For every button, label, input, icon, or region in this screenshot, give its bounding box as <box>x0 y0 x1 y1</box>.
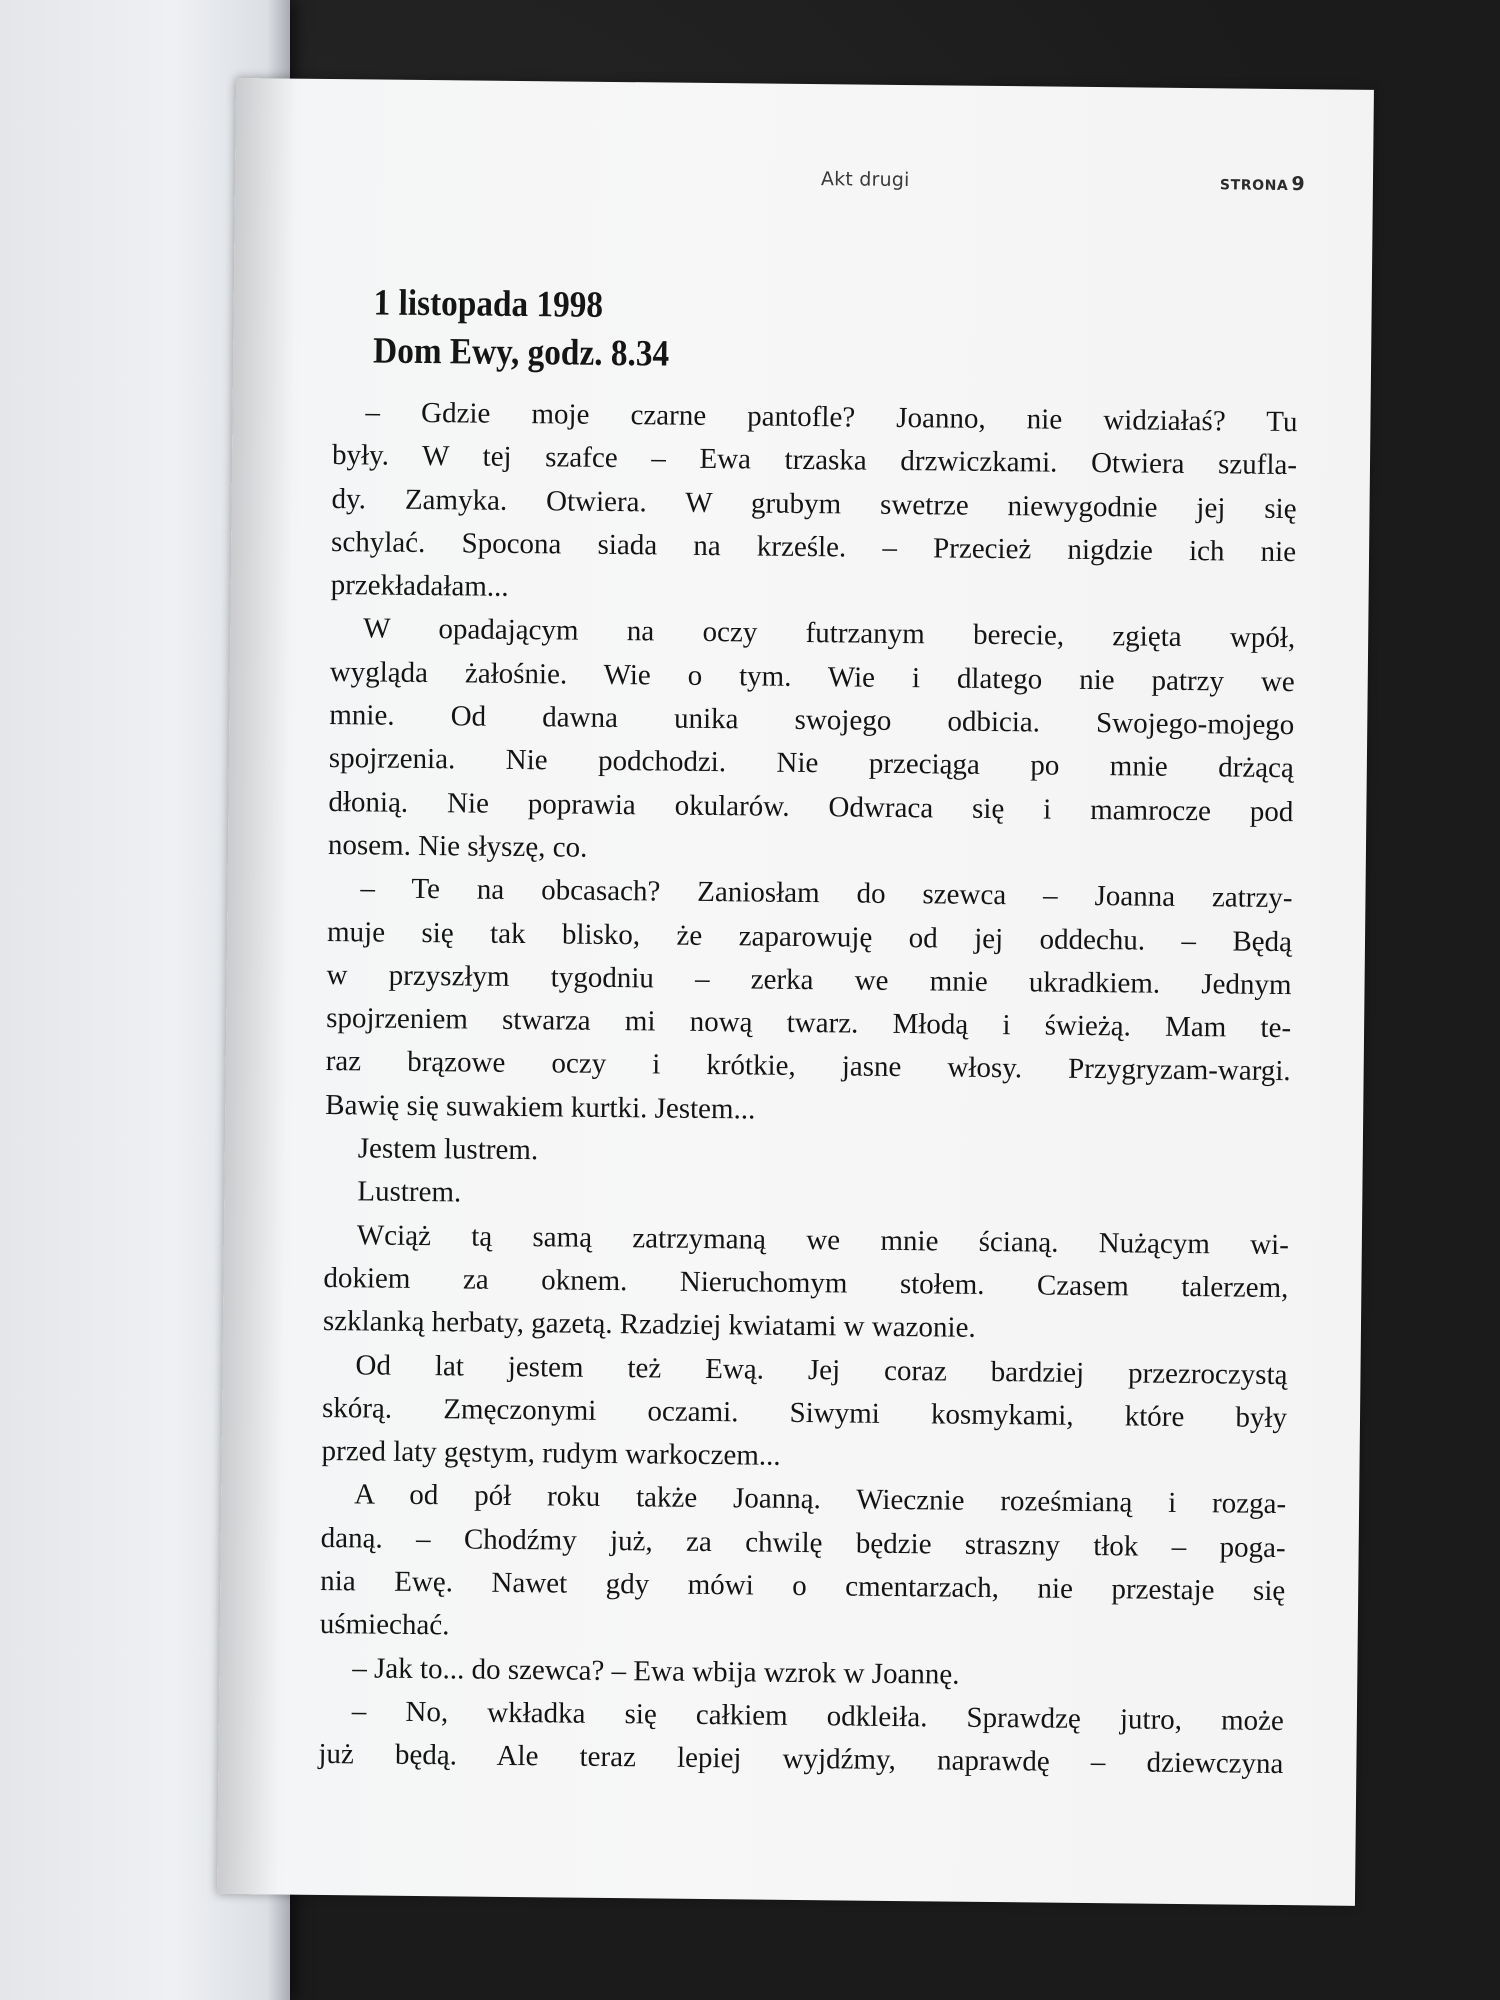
text-line: daną. – Chodźmy już, za chwilę będzie straszny tłok – poga- <box>320 1521 1286 1564</box>
running-head <box>235 162 1373 204</box>
text-line: szklanką herbaty, gazetą. Rzadziej kwiatami w wazonie. <box>322 1305 976 1345</box>
text-line: spojrzenia. Nie podchodzi. Nie przeciąga po mnie drżącą <box>328 742 1294 785</box>
text-line: spojrzeniem stwarza mi nową twarz. Młodą i świeżą. Mam te- <box>325 1002 1292 1045</box>
text-line: skórą. Zmęczonymi oczami. Siwymi kosmykami, które były <box>321 1391 1288 1434</box>
text-line: Od lat jestem też Ewą. Jej coraz bardziej przezroczystą <box>355 1348 1288 1391</box>
text-line: w przyszłym tygodniu – zerka we mnie ukradkiem. Jednym <box>326 958 1292 1001</box>
text-line: schylać. Spocona siada na krześle. – Przecież nigdzie ich nie <box>330 525 1297 569</box>
text-line: A od pół roku także Joanną. Wiecznie roześmianą i rozga- <box>354 1478 1287 1521</box>
text-line: dokiem za oknem. Nieruchomym stołem. Czasem talerzem, <box>323 1261 1289 1305</box>
text-line: – Gdzie moje czarne pantofle? Joanno, nie widziałaś? Tu <box>365 396 1298 439</box>
text-line: nia Ewę. Nawet gdy mówi o cmentarzach, nie przestaje się <box>320 1564 1286 1608</box>
text-line: – Te na obcasach? Zaniosłam do szewca – Joanna zatrzy- <box>360 872 1293 915</box>
text-line: – Jak to... do szewca? – Ewa wbija wzrok w Joannę. <box>352 1651 960 1691</box>
body-text <box>318 391 1297 1787</box>
section-title: Akt drugi <box>820 168 910 192</box>
text-line: Bawię się suwakiem kurtki. Jestem... <box>325 1088 756 1126</box>
text-line: były. W tej szafce – Ewa trzaska drzwiczkami. Otwiera szufla- <box>331 439 1298 482</box>
text-line: – No, wkładka się całkiem odkleiła. Sprawdzę jutro, może <box>351 1695 1285 1737</box>
page-label: STRONA <box>1219 177 1289 195</box>
text-line: Wciąż tą samą zatrzymaną we mnie ścianą. Nużącym wi- <box>356 1218 1290 1261</box>
text-line: uśmiechać. <box>319 1608 450 1642</box>
book-page <box>217 78 1374 1906</box>
text-line: przed laty gęstym, rudym warkoczem... <box>321 1435 781 1472</box>
page-number-value: 9 <box>1291 173 1305 196</box>
chapter-heading <box>373 279 703 378</box>
page-number <box>1220 172 1305 195</box>
text-line: dy. Zamyka. Otwiera. W grubym swetrze niewygodnie jej się <box>331 482 1297 525</box>
text-line: dłonią. Nie poprawia okularów. Odwraca się i mamrocze pod <box>328 785 1294 828</box>
text-line: już będą. Ale teraz lepiej wyjdźmy, naprawdę – dziewczyna <box>318 1738 1284 1781</box>
text-line: raz brązowe oczy i krótkie, jasne włosy. Przygryzam-wargi. <box>325 1045 1291 1088</box>
text-line: Jestem lustrem. <box>357 1132 539 1167</box>
heading-place-time: Dom Ewy, godz. 8.34 <box>372 330 670 375</box>
text-line: W opadającym na oczy futrzanym berecie, zgięta wpół, <box>363 612 1296 655</box>
text-line: Lustrem. <box>357 1175 462 1209</box>
text-line: nosem. Nie słyszę, co. <box>327 828 588 864</box>
text-line: przekładałam... <box>330 569 509 604</box>
heading-date: 1 listopada 1998 <box>373 282 604 326</box>
text-line: muje się tak blisko, że zaparowuję od jej oddechu. – Będą <box>326 915 1293 958</box>
text-line: wygląda żałośnie. Wie o tym. Wie i dlatego nie patrzy we <box>329 655 1295 698</box>
text-line: mnie. Od dawna unika swojego odbicia. Swojego-mojego <box>329 699 1295 742</box>
